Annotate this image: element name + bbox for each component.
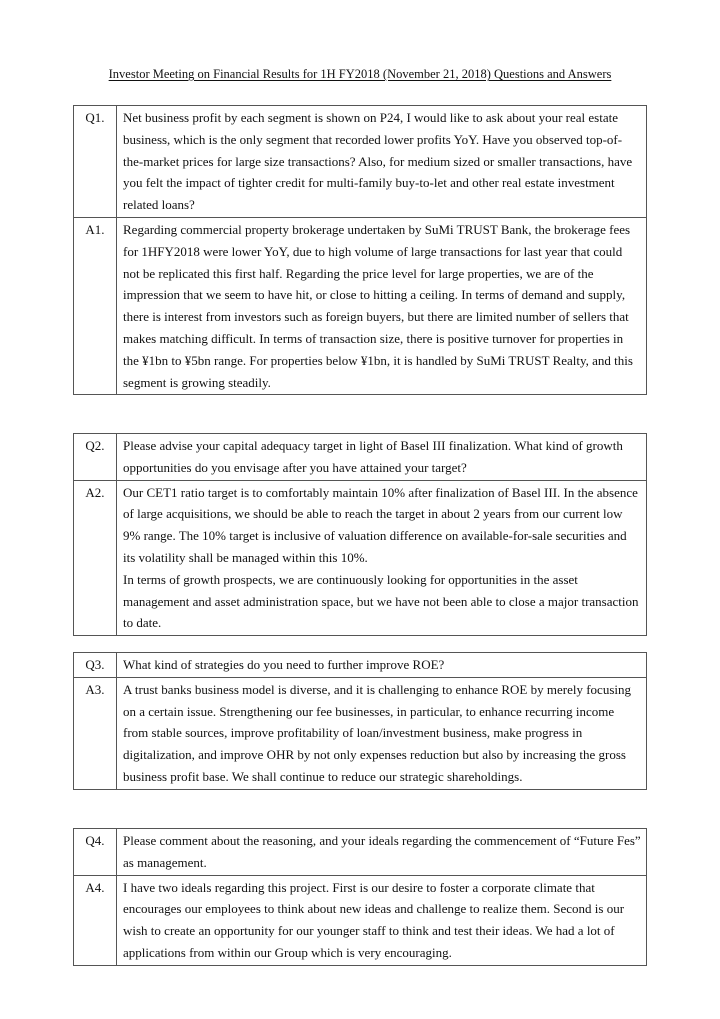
qa-table-3 (73, 652, 647, 790)
question-text: Please advise your capital adequacy target in light of Basel III finalization. What kind of growth opportunities do you envisage after you have attained your target? (117, 434, 647, 481)
question-text: What kind of strategies do you need to further improve ROE? (117, 653, 647, 678)
answer-label: A4. (74, 875, 117, 965)
answer-text (117, 217, 647, 394)
question-text: Please comment about the reasoning, and your ideals regarding the commencement of “Future Fes” as management. (117, 829, 647, 876)
qa-table-1 (73, 105, 647, 395)
answer-row (74, 677, 647, 789)
question-label: Q3. (74, 653, 117, 678)
answer-row (74, 480, 647, 636)
answer-paragraph: A trust banks business model is diverse, and it is challenging to enhance ROE by merely focusing on a certain issue. Strengthening our fee businesses, in particular, to enhance recurring income from stable sources, improve profitability of loan/investment business, make progress in digitalization, and improve OHR by not only expenses reduction but also by increasing the gross business profit base. We shall continue to reduce our strategic shareholdings. (123, 681, 631, 784)
question-row (74, 106, 647, 218)
question-label: Q1. (74, 106, 117, 218)
answer-paragraph: Regarding commercial property brokerage undertaken by SuMi TRUST Bank, the brokerage fees for 1HFY2018 were lower YoY, due to high volume of large transactions for last year that could not be replicated this first half. Regarding the price level for large properties, we are of the impression that we seem to have hit, or close to hitting a ceiling. In terms of demand and supply, there is interest from investors such as foreign buyers, but there are limited number of sellers that makes matching difficult. In terms of transaction size, there is positive turnover for properties in the ¥1bn to ¥5bn range. For properties below ¥1bn, it is handled by SuMi TRUST Realty, and this segment is growing steadily. (123, 221, 633, 390)
question-label: Q4. (74, 829, 117, 876)
question-row (74, 434, 647, 481)
answer-label: A1. (74, 217, 117, 394)
answer-row (74, 217, 647, 394)
answer-text (117, 875, 647, 965)
answer-label: A3. (74, 677, 117, 789)
qa-table-4 (73, 828, 647, 966)
answer-text (117, 480, 647, 636)
page-title: Investor Meeting on Financial Results for 1H FY2018 (November 21, 2018) Questions and Answers (108, 67, 612, 81)
question-row (74, 829, 647, 876)
answer-label: A2. (74, 480, 117, 636)
question-row (74, 653, 647, 678)
question-label: Q2. (74, 434, 117, 481)
answer-text (117, 677, 647, 789)
answer-paragraph: In terms of growth prospects, we are continuously looking for opportunities in the asset management and asset administration space, but we have not been able to close a major transaction to date. (123, 571, 639, 631)
answer-paragraph: I have two ideals regarding this project. First is our desire to foster a corporate climate that encourages our employees to think about new ideas and challenge to realize them. Second is our wish to create an opportunity for our younger staff to think and test their ideas. We had a lot of applications from within our Group which is very encouraging. (123, 879, 625, 960)
question-text: Net business profit by each segment is shown on P24, I would like to ask about your real estate business, which is the only segment that recorded lower profits YoY. Have you observed top-of-the-market prices for large size transactions? Also, for medium sized or smaller transactions, have you felt the impact of tighter credit for multi-family buy-to-let and other real estate investment related loans? (117, 106, 647, 218)
answer-row (74, 875, 647, 965)
answer-paragraph: Our CET1 ratio target is to comfortably maintain 10% after finalization of Basel III. In the absence of large acquisitions, we should be able to reach the target in about 2 years from our current low 9% range. The 10% target is inclusive of valuation difference on available-for-sale securities and its volatility shall be managed within this 10%. (123, 484, 638, 565)
qa-table-2 (73, 433, 647, 636)
